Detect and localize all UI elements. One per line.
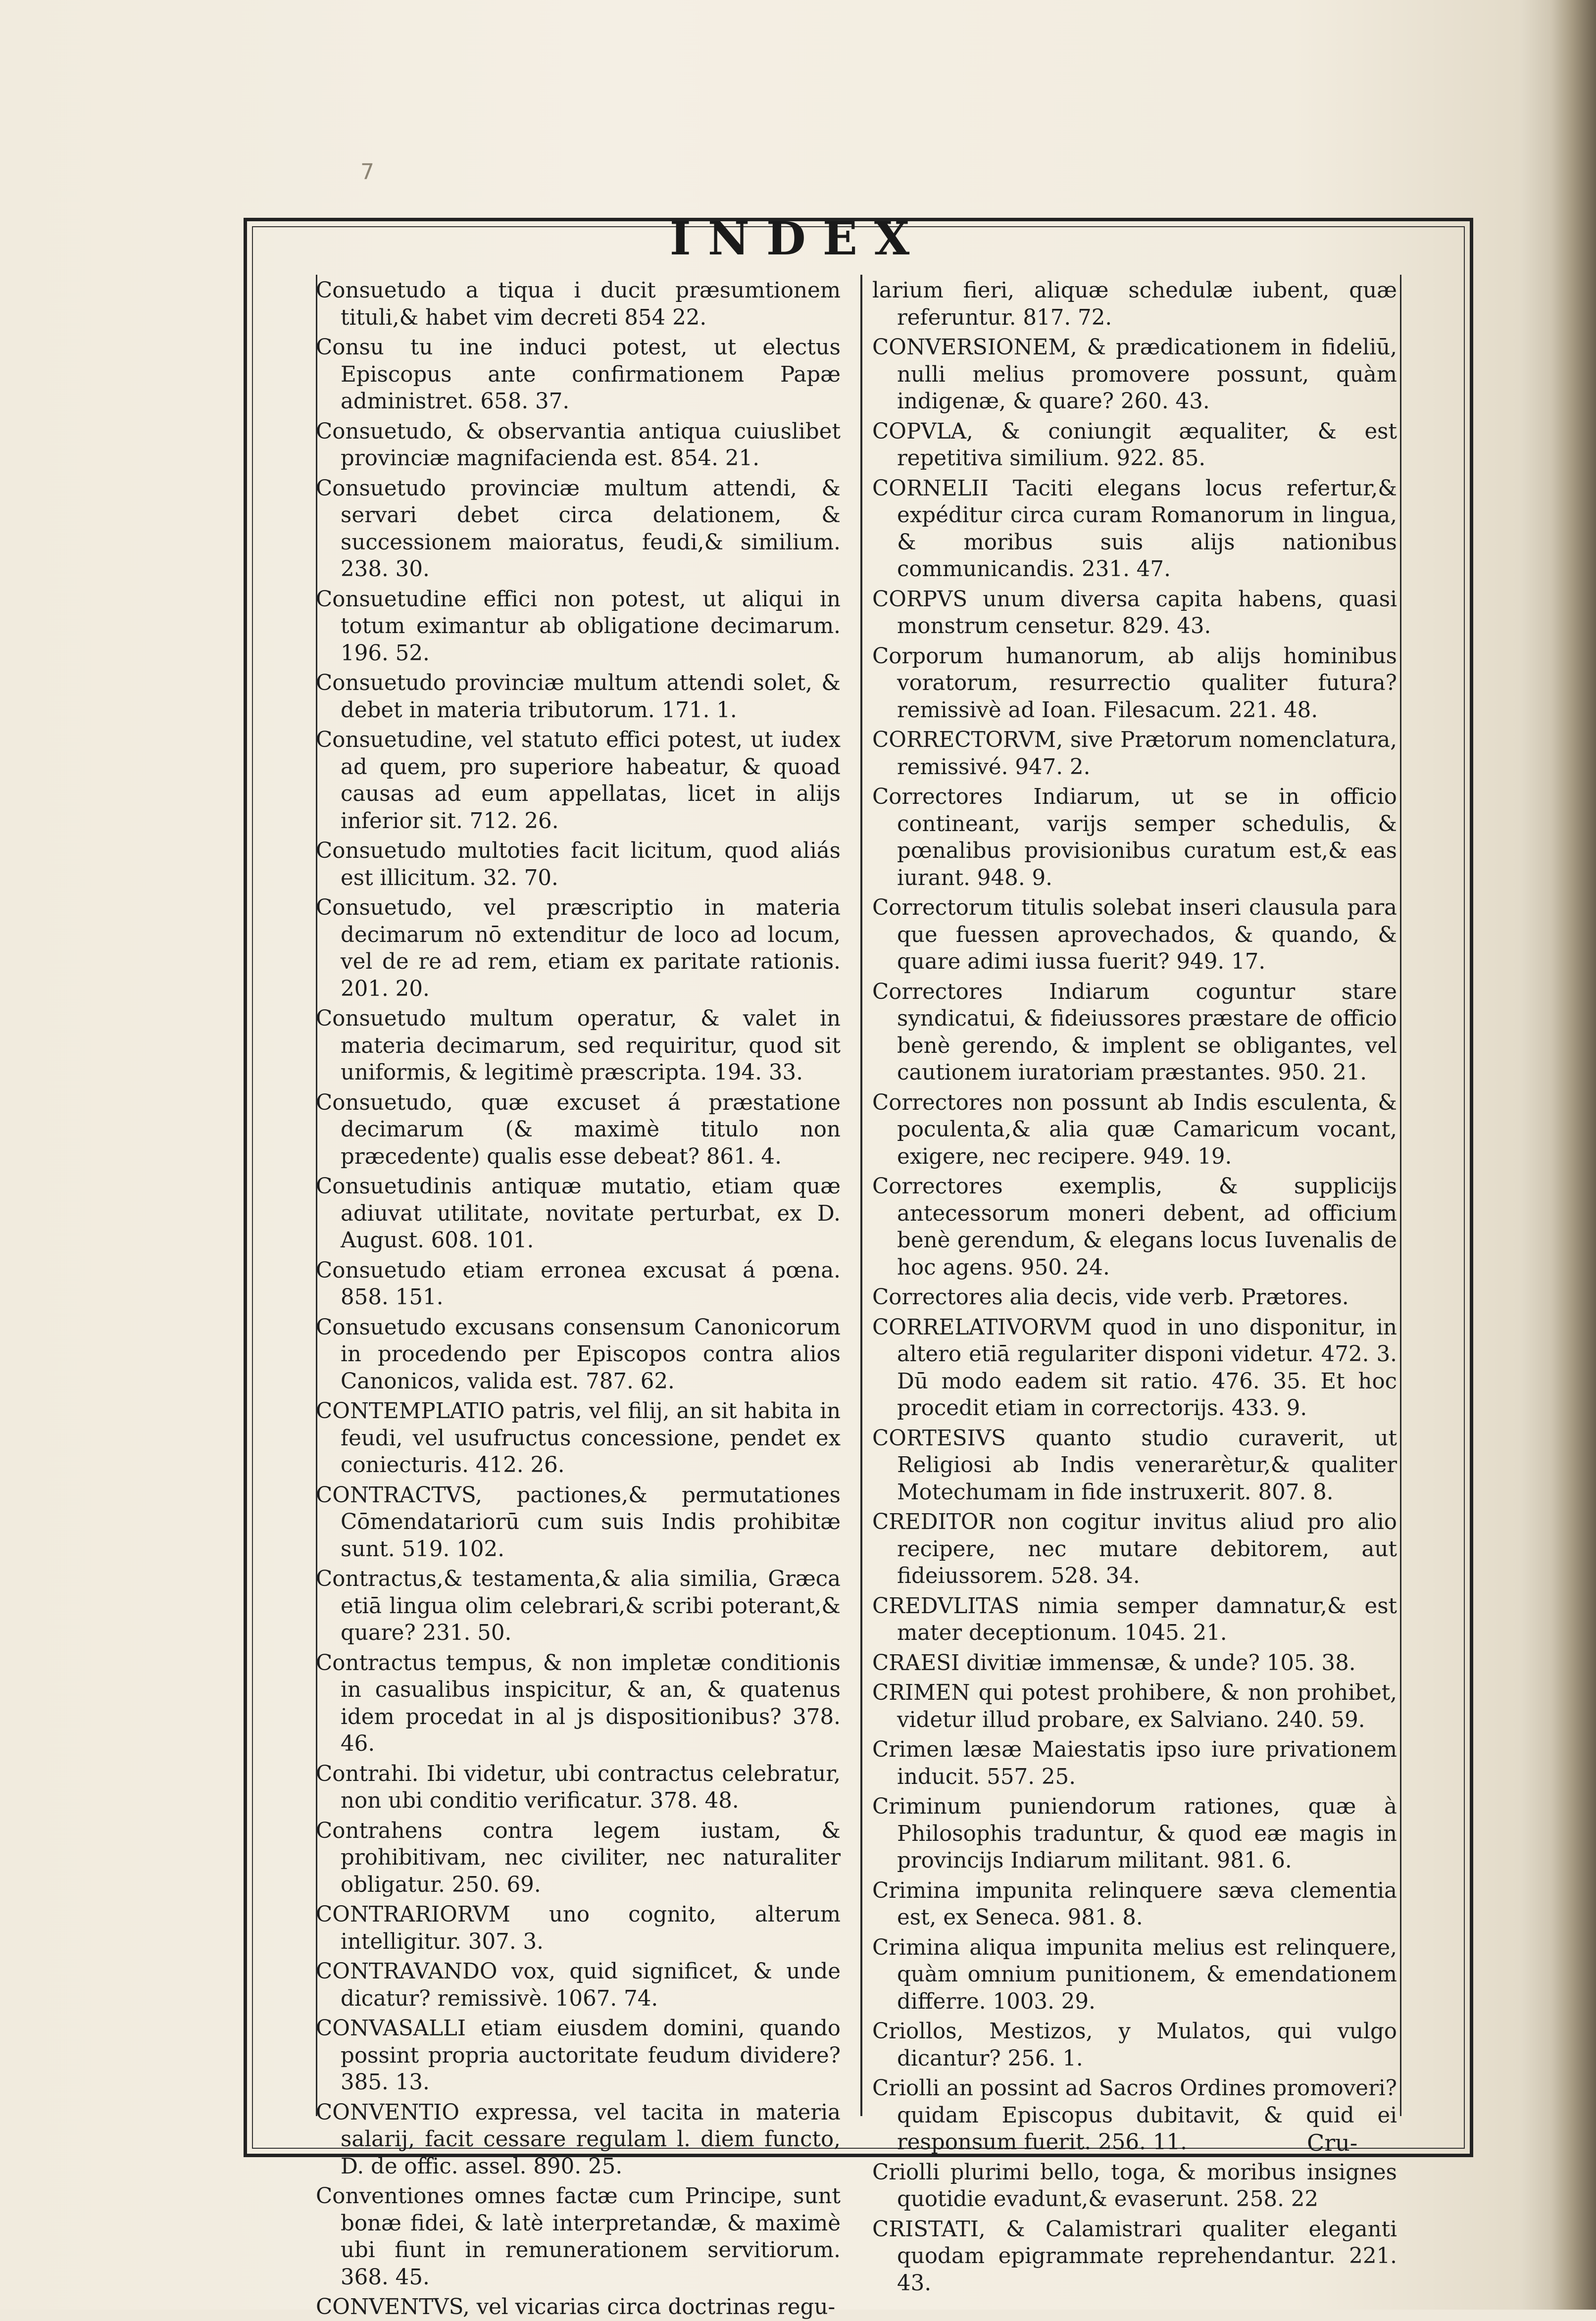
index-entry: CONTRACTVS, pactiones,& permutationes Cōmendatariorū cum suis Indis prohibitæ sunt. 519. 102. (316, 1482, 841, 1562)
index-entry: CONTEMPLATIO patris, vel filij, an sit habita in feudi, vel usufructus concessione, pendet ex coniecturis. 412. 26. (316, 1399, 841, 1478)
index-entry: Consuetudo excusans consensum Canonicorum in procedendo per Episcopos contra alios Canonicos, valida est. 787. 62. (316, 1315, 841, 1394)
index-entry: Criollos, Mestizos, y Mulatos, qui vulgo dicantur? 256. 1. (872, 2019, 1397, 2071)
index-entry: CONVENTIO expressa, vel tacita in materia salarij, facit cessare regulam l. diem functo, D. de offic. assel. 890. 25. (316, 2100, 841, 2179)
index-entry: CRAESI divitiæ immensæ, & unde? 105. 38. (872, 1650, 1356, 1676)
index-entry: CRISTATI, & Calamistrari qualiter eleganti quodam epigrammate reprehendantur. 221. 43. (872, 2217, 1397, 2296)
index-entry: Correctores exemplis, & supplicijs antecessorum moneri debent, ad officium benè gerendum, & elegans locus Iuvenalis de hoc agens. 950. 24. (872, 1174, 1397, 1280)
index-entry: CREDVLITAS nimia semper damnatur,& est mater deceptionum. 1045. 21. (872, 1593, 1397, 1645)
index-entry: Contractus tempus, & non impletæ conditionis in casualibus inspicitur, & an, & quatenus idem procedat in al js dispositionibus? 378. 46. (316, 1650, 841, 1756)
page-title: INDEX (669, 212, 927, 265)
index-entry: Criolli plurimi bello, toga, & moribus insignes quotidie evadunt,& evaserunt. 258. 22 (872, 2160, 1397, 2212)
index-entry: COPVLA, & coniungit æqualiter, & est repetitiva similium. 922. 85. (872, 419, 1397, 471)
index-entry: Contrahens contra legem iustam, & prohibitivam, nec civiliter, nec naturaliter obligatur. 250. 69. (316, 1818, 841, 1897)
index-entry: CORTESIVS quanto studio curaverit, ut Religiosi ab Indis venerarètur,& qualiter Motechumam in fide instruxerit. 807. 8. (872, 1426, 1397, 1505)
index-entry: CORNELII Taciti elegans locus refertur,& expéditur circa curam Romanorum in lingua, & moribus suis alijs nationibus communicandis. 231. 47. (872, 476, 1397, 582)
index-entry: Consuetudo, vel præscriptio in materia decimarum nō extenditur de loco ad locum, vel de re ad rem, etiam ex paritate rationis. 201. 20. (316, 895, 841, 1001)
index-entry: CONVASALLI etiam eiusdem domini, quando possint propria auctoritate feudum dividere? 385. 13. (316, 2016, 841, 2095)
index-entry: Correctorum titulis solebat inseri clausula para que fuessen aprovechados, & quando, & quare adimi iussa fuerit? 949. 17. (872, 895, 1397, 974)
index-entry: CONVERSIONEM, & prædicationem in fideliū, nulli melius promovere possunt, quàm indigenæ, & quare? 260. 43. (872, 335, 1397, 414)
index-entry: Consuetudine effici non potest, ut aliqui in totum eximantur ab obligatione decimarum. 196. 52. (316, 587, 841, 666)
index-entry: Consuetudo, quæ excuset á præstatione decimarum (& maximè titulo non præcedente) qualis esse debeat? 861. 4. (316, 1090, 841, 1169)
index-entry: Correctores alia decis, vide verb. Prætores. (872, 1285, 1349, 1310)
index-entry: Criolli an possint ad Sacros Ordines promoveri? quidam Episcopus dubitavit, & quid ei responsum fuerit. 256. 11. (872, 2076, 1397, 2155)
index-entry: Consuetudo multum operatur, & valet in materia decimarum, sed requiritur, quod sit uniformis, & legitimè præscripta. 194. 33. (316, 1006, 841, 1085)
index-entry: Corporum humanorum, ab alijs hominibus voratorum, resurrectio qualiter futura? remissivè ad Ioan. Filesacum. 221. 48. (872, 643, 1397, 723)
index-entry: CORRECTORVM, sive Prætorum nomenclatura, remissivé. 947. 2. (872, 728, 1397, 780)
index-entry: Correctores non possunt ab Indis esculenta, & poculenta,& alia quæ Camaricum vocant, exigere, nec recipere. 949. 19. (872, 1090, 1397, 1169)
index-entry: Conventiones omnes factæ cum Principe, sunt bonæ fidei, & latè interpretandæ, & maximè ubi fiunt in remunerationem servitiorum. 368. 45. (316, 2184, 841, 2290)
index-entry: Consuetudine, vel statuto effici potest, ut iudex ad quem, pro superiore habeatur, & quoad causas ad eum appellatas, licet in alijs inferior sit. 712. 26. (316, 728, 841, 834)
index-entry: Consuetudo multoties facit licitum, quod aliás est illicitum. 32. 70. (316, 839, 841, 890)
index-entry: Consuetudo provinciæ multum attendi solet, & debet in materia tributorum. 171. 1. (316, 671, 841, 723)
index-entry: Consuetudo a tiqua i ducit præsumtionem tituli,& habet vim decreti 854 22. (316, 278, 841, 330)
index-entry: CREDITOR non cogitur invitus aliud pro alio recipere, nec mutare debitorem, aut fideiussorem. 528. 34. (872, 1510, 1397, 1588)
index-column-left (316, 277, 841, 2320)
index-entry: CRIMEN qui potest prohibere, & non prohibet, videtur illud probare, ex Salviano. 240. 59. (872, 1680, 1397, 1732)
index-entry: Crimina aliqua impunita melius est relinquere, quàm omnium punitionem, & emendationem differre. 1003. 29. (872, 1935, 1397, 2014)
index-entry: Criminum puniendorum rationes, quæ à Philosophis traduntur, & quod eæ magis in provincijs Indiarum militant. 981. 6. (872, 1794, 1397, 1873)
index-entry: Correctores Indiarum, ut se in officio contineant, varijs semper schedulis, & pœnalibus provisionibus curatum est,& eas iurant. 948. 9. (872, 785, 1397, 890)
book-spine (1515, 0, 1596, 2310)
index-entry: CONTRARIORVM uno cognito, alterum intelligitur. 307. 3. (316, 1902, 841, 1954)
index-entry: larium fieri, aliquæ schedulæ iubent, quæ referuntur. 817. 72. (872, 278, 1397, 330)
index-entry: Crimina impunita relinquere sæva clementia est, ex Seneca. 981. 8. (872, 1878, 1397, 1930)
index-entry: Consu tu ine induci potest, ut electus Episcopus ante confirmationem Papæ administret. 658. 37. (316, 335, 841, 414)
index-entry: CONVENTVS, vel vicarias circa doctrinas regu- (316, 2295, 836, 2320)
index-entry: Consuetudo, & observantia antiqua cuiuslibet provinciæ magnifacienda est. 854. 21. (316, 419, 841, 471)
index-entry: Contrahi. Ibi videtur, ubi contractus celebratur, non ubi conditio verificatur. 378. 48. (316, 1761, 841, 1813)
pencil-mark: 7 (360, 159, 374, 185)
column-rule-right (1400, 275, 1403, 2116)
index-entry: CORPVS unum diversa capita habens, quasi monstrum censetur. 829. 43. (872, 587, 1397, 639)
index-entry: Crimen læsæ Maiestatis ipso iure privationem inducit. 557. 25. (872, 1737, 1397, 1789)
index-entry: Contractus,& testamenta,& alia similia, Græca etiā lingua olim celebrari,& scribi poterant,& quare? 231. 50. (316, 1567, 841, 1645)
index-entry: Consuetudinis antiquæ mutatio, etiam quæ adiuvat utilitate, novitate perturbat, ex D. August. 608. 101. (316, 1174, 841, 1253)
column-divider (860, 275, 864, 2116)
index-entry: Consuetudo etiam erronea excusat á pœna. 858. 151. (316, 1258, 841, 1310)
index-entry: CORRELATIVORVM quod in uno disponitur, in altero etiā regulariter disponi videtur. 472. 3. Dū modo eadem sit ratio. 476. 35. Et hoc procedit etiam in correctorijs. 433. 9. (872, 1315, 1397, 1421)
catchword: Cru- (1307, 2129, 1358, 2156)
index-entry: Correctores Indiarum coguntur stare syndicatui, & fideiussores præstare de officio benè gerendo, & implent se obligantes, vel cautionem iuratoriam præstantes. 950. 21. (872, 979, 1397, 1085)
index-entry: CONTRAVANDO vox, quid significet, & unde dicatur? remissivè. 1067. 74. (316, 1959, 841, 2011)
index-entry: Consuetudo provinciæ multum attendi, & servari debet circa delationem, & successionem maioratus, feudi,& similium. 238. 30. (316, 476, 841, 582)
